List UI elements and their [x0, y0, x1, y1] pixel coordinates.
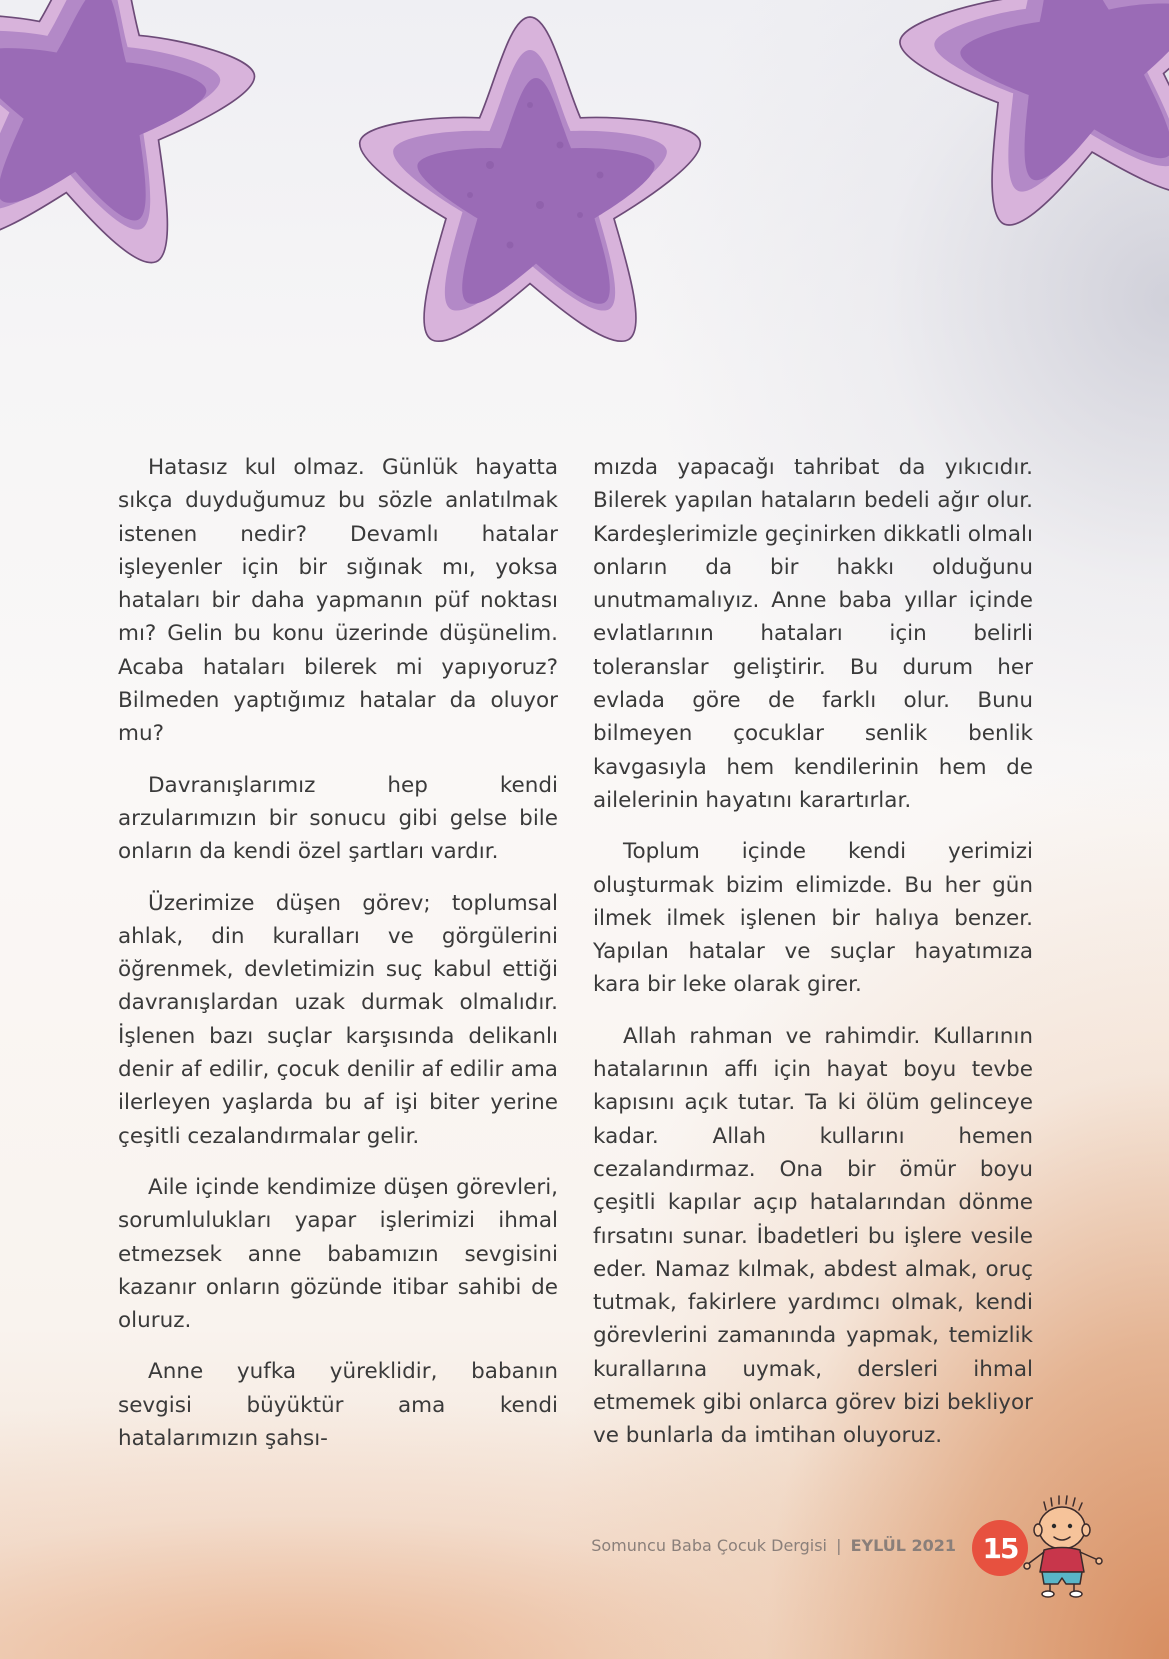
article-right-column — [593, 451, 1033, 1471]
article-left-column — [118, 451, 558, 1473]
footer — [560, 1536, 956, 1555]
paragraph: Allah rahman ve rahimdir. Kullarının hatalarının affı için hayat boyu tevbe kapısını açık tutar. Ta ki ölüm gelinceye kadar. Allah kullarını hemen cezalandırmaz. Ona bir ömür boyu çeşitli kapılar açıp hatalarından dönme fırsatını sunar. İbadetleri bu işlere vesile eder. Namaz kılmak, abdest almak, oruç tutmak, fakirlere yardımcı olmak, kendi görevlerini zamanında yapmak, temizlik kurallarına uymak, dersleri ihmal etmemek gibi onlarca görev bizi bekliyor ve bunlarla da imtihan oluyoruz. — [593, 1023, 1033, 1449]
footer-separator: | — [836, 1536, 842, 1555]
issue-date: EYLÜL 2021 — [850, 1536, 956, 1555]
page-number-badge: 15 — [972, 1520, 1028, 1576]
stars-decoration — [0, 0, 1169, 380]
paragraph: Hatasız kul olmaz. Günlük hayatta sıkça duyduğumuz bu sözle anlatılmak istenen nedir? Devamlı hatalar işleyenler için bir sığınak mı, yoksa hataları bir daha yapmanın püf noktası mı? Gelin bu konu üzerinde düşünelim. Acaba hataları bilerek mi yapıyoruz? Bilmeden yaptığımız hatalar da oluyor mu? — [118, 455, 558, 747]
paragraph: Davranışlarımız hep kendi arzularımızın bir sonucu gibi gelse bile onların da kendi özel şartları vardır. — [118, 772, 558, 865]
purple-star-icon — [878, 0, 1169, 238]
paragraph: Toplum içinde kendi yerimizi oluşturmak bizim elimizde. Bu her gün ilmek ilmek işlenen bir halıya benzer. Yapılan hatalar ve suçlar hayatımıza kara bir leke olarak girer. — [593, 839, 1033, 998]
paragraph-continuation: mızda yapacağı tahribat da yıkıcıdır. Bilerek yapılan hataların bedeli ağır olur. Kardeşlerimizle geçinirken dikkatli olmalı onların da bir hakkı olduğunu unutmamalıyız. Anne baba yıllar içinde evlatlarının hataları için belirli toleranslar geliştirir. Bu durum her evlada göre de farklı olur. Bunu bilmeyen çocuklar senlik benlik kavgasıyla hem kendilerinin hem de ailelerinin hayatını karartırlar. — [593, 455, 1033, 813]
paragraph: Üzerimize düşen görev; toplumsal ahlak, din kuralları ve görgülerini öğrenmek, devletimizin suç kabul ettiği davranışlardan uzak durmak olmalıdır. İşlenen bazı suçlar karşısında delikanlı denir af edilir, çocuk denilir af edilir ama ilerleyen yaşlarda bu af işi biter yerine çeşitli cezalandırmalar gelir. — [118, 890, 558, 1149]
paragraph: Aile içinde kendimize düşen görevleri, sorumlulukları yapar işlerimizi ihmal etmezsek anne babamızın sevgisini kazanır onların gözünde itibar sahibi de oluruz. — [118, 1174, 558, 1334]
magazine-name: Somuncu Baba Çocuk Dergisi — [591, 1536, 827, 1555]
purple-star-icon — [0, 0, 272, 273]
cartoon-boy-icon — [1018, 1490, 1128, 1600]
paragraph: Anne yufka yüreklidir, babanın sevgisi büyüktür ama kendi hatalarımızın şahsı- — [118, 1359, 558, 1452]
purple-star-icon — [360, 17, 701, 341]
